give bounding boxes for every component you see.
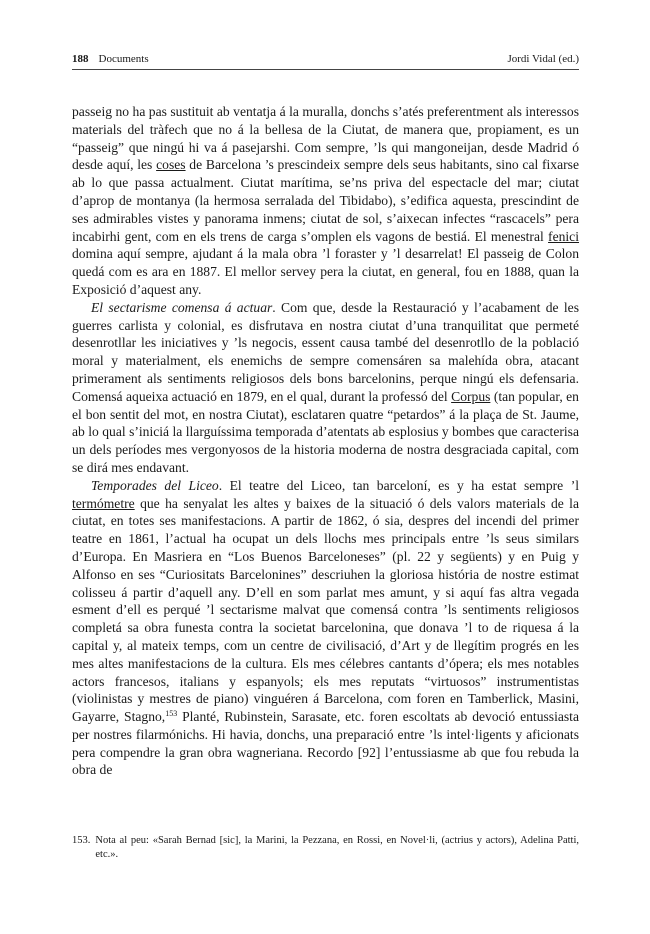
footnotes	[72, 834, 579, 862]
italic-heading: Temporades del Liceo	[91, 477, 219, 493]
text-run: Planté, Rubinstein, Sarasate, etc. foren escoltats ab devoció entussiasta per nostres filarmónichs. Hi havia, donchs, una preparació entre ’ls intel·ligents y aficionats pera compendre la gran obra wagneriana. Recordo [92] l’entussiasme ab que fou rebuda la obra de	[72, 709, 579, 778]
underlined-term: coses	[156, 157, 186, 173]
footnote-number: 153.	[72, 835, 91, 846]
underlined-term: termómetre	[72, 495, 135, 511]
italic-heading: El sectarisme comensa á actuar	[91, 299, 273, 315]
header-left	[72, 52, 149, 66]
text-run: . El teatre del Liceo, tan barceloní, es y ha estat sempre ’l	[218, 477, 579, 493]
footnote-reference: 153	[165, 709, 178, 719]
section-title: Documents	[98, 53, 149, 65]
text-run: (tan popular, en el bon sentit del mot, en nostra Ciutat), esclataren quatre “petardos” á la plaça de St. Jaume, ab lo qual s’iniciá la llarguíssima temporada d’atentats ab esplosius y bombes que caracterisa un dels períodes mes vergonyosos de la historia moderna de nostra desgraciada capital, com se dirá mes endavant.	[72, 388, 579, 475]
text-run: passeig no ha pas sustituit ab ventatja á la muralla, donchs s’atés preferentment als interessos materials del tràfech que no á la bellesa de la Ciutat, de manera que, propiament, es un “passeig” que ningú hi va á pasejarshi. Com sempre, ’ls qui mangoneijan, desde Madrid ó desde aquí, les	[72, 104, 579, 173]
text-run: que ha senyalat les altes y baixes de la situació ó dels valors materials de la ciutat, en totes ses manifestacions. A partir de 1862, ó sia, despres del incendi del primer teatre en 1861, l’actual ha ocupat un dels llochs mes principals entre ’ls seus similars d’Europa. En Masriera en “Los Buenos Barceloneses” (pl. 22 y següents) y en Puig y Alfonso en ses “Curiositats Barcelonines” descriuhen la gloriosa história de nostre estimat colisseu á partir d’aquell any. D’ell en som parlat mes amunt, y si aquí fas altra vegada esment d’ell es perqué ’l sectarisme malvat que comensá contra ’ls sentiments religiosos completá sa obra funesta contra la societat barcelonina, que donava ’l to de riquesa á la capital y, al mateix temps, com un centre de civilisació, d’Art y de llegítim progrés en les mes altes manifestacions de la cultura. Els mes célebres cantants d’ópera; els mes notables actors francesos, italians y espanyols; els mes reputats “virtuosos” instrumentistas (violinistas y mestres de piano) vinguéren á Barcelona, com foren en Tamberlick, Masini, Gayarre, Stagno,	[72, 495, 579, 725]
header-rule	[72, 69, 579, 70]
header-author: Jordi Vidal (ed.)	[507, 53, 579, 65]
paragraph	[72, 477, 579, 780]
paragraph	[72, 299, 579, 477]
running-header	[72, 52, 579, 66]
footnote-text: Nota al peu: «Sarah Bernad [sic], la Marini, la Pezzana, en Rossi, en Novel·li, (actrius y actors), Adelina Patti, etc.».	[95, 835, 579, 860]
footnote	[72, 834, 579, 862]
paragraph	[72, 103, 579, 299]
text-run: domina aquí sempre, ajudant á la mala obra ’l foraster y ’l desarrelat! El passeig de Colon quedá com es ara en 1887. El mellor servey pera la ciutat, en general, fou en 1888, quan la Exposició d’aquest any.	[72, 246, 579, 297]
main-text	[72, 103, 579, 779]
underlined-term: Corpus	[451, 388, 491, 404]
underlined-term: fenici	[548, 228, 579, 244]
text-run: . Com que, desde la Restauració y l’acabament de les guerres carlista y colonial, es disfrutava en nostra ciutat d’una tranquilitat que permeté desenrotllar les iniciatives y ’ls negocis, essent causa també del desenrotllo de la població moral y materialment, els enemichs de sempre comensáren sa malehída obra, atacant primerament als sentiments religiosos dels bons barcelonins, perque ningú els defensaria. Comensá aqueixa actuació en 1879, en el qual, durant la professó del	[72, 299, 579, 404]
text-run: de Barcelona ’s prescindeix sempre dels seus habitants, sino cal fixarse ab lo que passa actualment. Ciutat marítima, se’ns priva del espectacle del mar; ciutat d’aprop de montanya (la hermosa serralada del Tibidabo), s’edifica aquesta, prescindint de ses admirables vistes y panorama inmens; ciutat de sol, s’aixecan infectes “rascacels” pera incabirhi gent, com en els trens de carga s’omplen els vagons de bestiá. El menestral	[72, 157, 579, 244]
page-number: 188	[72, 53, 89, 65]
